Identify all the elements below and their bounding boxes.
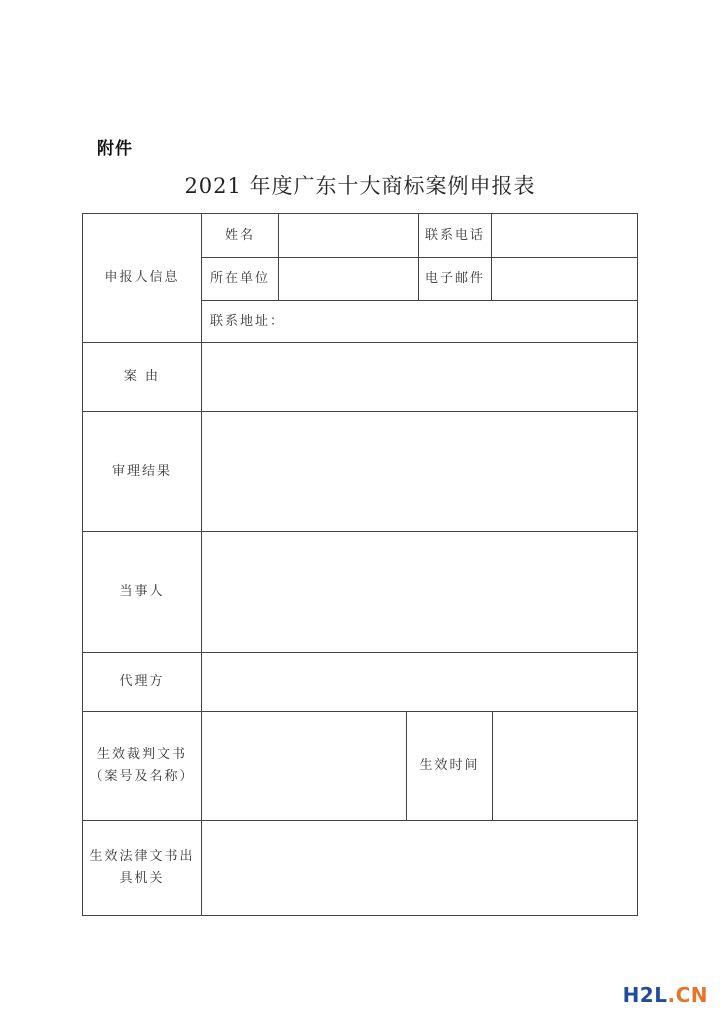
- watermark-dot: .: [667, 983, 676, 1007]
- application-form-table: [82, 213, 638, 916]
- applicant-info-label: 申报人信息: [104, 270, 180, 285]
- effective-judgment-label-line1: 生效裁判文书: [96, 747, 187, 762]
- effective-time-field[interactable]: [492, 711, 637, 820]
- issuing-authority-label-line1: 生效法律文书出: [89, 849, 195, 864]
- document-title: 2021 年度广东十大商标案例申报表: [184, 174, 536, 198]
- issuing-authority-label-line2: 具机关: [119, 871, 165, 886]
- effective-time-label: 生效时间: [406, 711, 492, 820]
- agent-field[interactable]: [201, 652, 637, 711]
- effective-judgment-label: [83, 711, 201, 820]
- issuing-authority-label: [83, 820, 201, 915]
- effective-judgment-label-line2: （案号及名称）: [89, 769, 195, 784]
- case-cause-label: 案 由: [83, 342, 201, 411]
- effective-judgment-field[interactable]: [201, 711, 406, 820]
- agent-label: 代理方: [83, 652, 201, 711]
- unit-field[interactable]: [278, 257, 418, 300]
- name-label: 姓名: [201, 214, 278, 257]
- watermark-tld: CN: [675, 983, 708, 1007]
- issuing-authority-field[interactable]: [201, 820, 637, 915]
- phone-field[interactable]: [491, 214, 637, 257]
- watermark-brand: H2L: [622, 983, 668, 1007]
- trial-result-field[interactable]: [201, 411, 637, 531]
- name-field[interactable]: [278, 214, 418, 257]
- parties-field[interactable]: [201, 531, 637, 652]
- attachment-label: 附件: [97, 139, 133, 159]
- parties-label: 当事人: [83, 531, 201, 652]
- trial-result-label: 审理结果: [83, 411, 201, 531]
- email-label: 电子邮件: [418, 257, 491, 300]
- site-watermark: [623, 983, 708, 1007]
- email-field[interactable]: [491, 257, 637, 300]
- unit-label: 所在单位: [201, 257, 278, 300]
- address-label[interactable]: 联系地址：: [201, 300, 637, 342]
- case-cause-field[interactable]: [201, 342, 637, 411]
- phone-label: 联系电话: [418, 214, 491, 257]
